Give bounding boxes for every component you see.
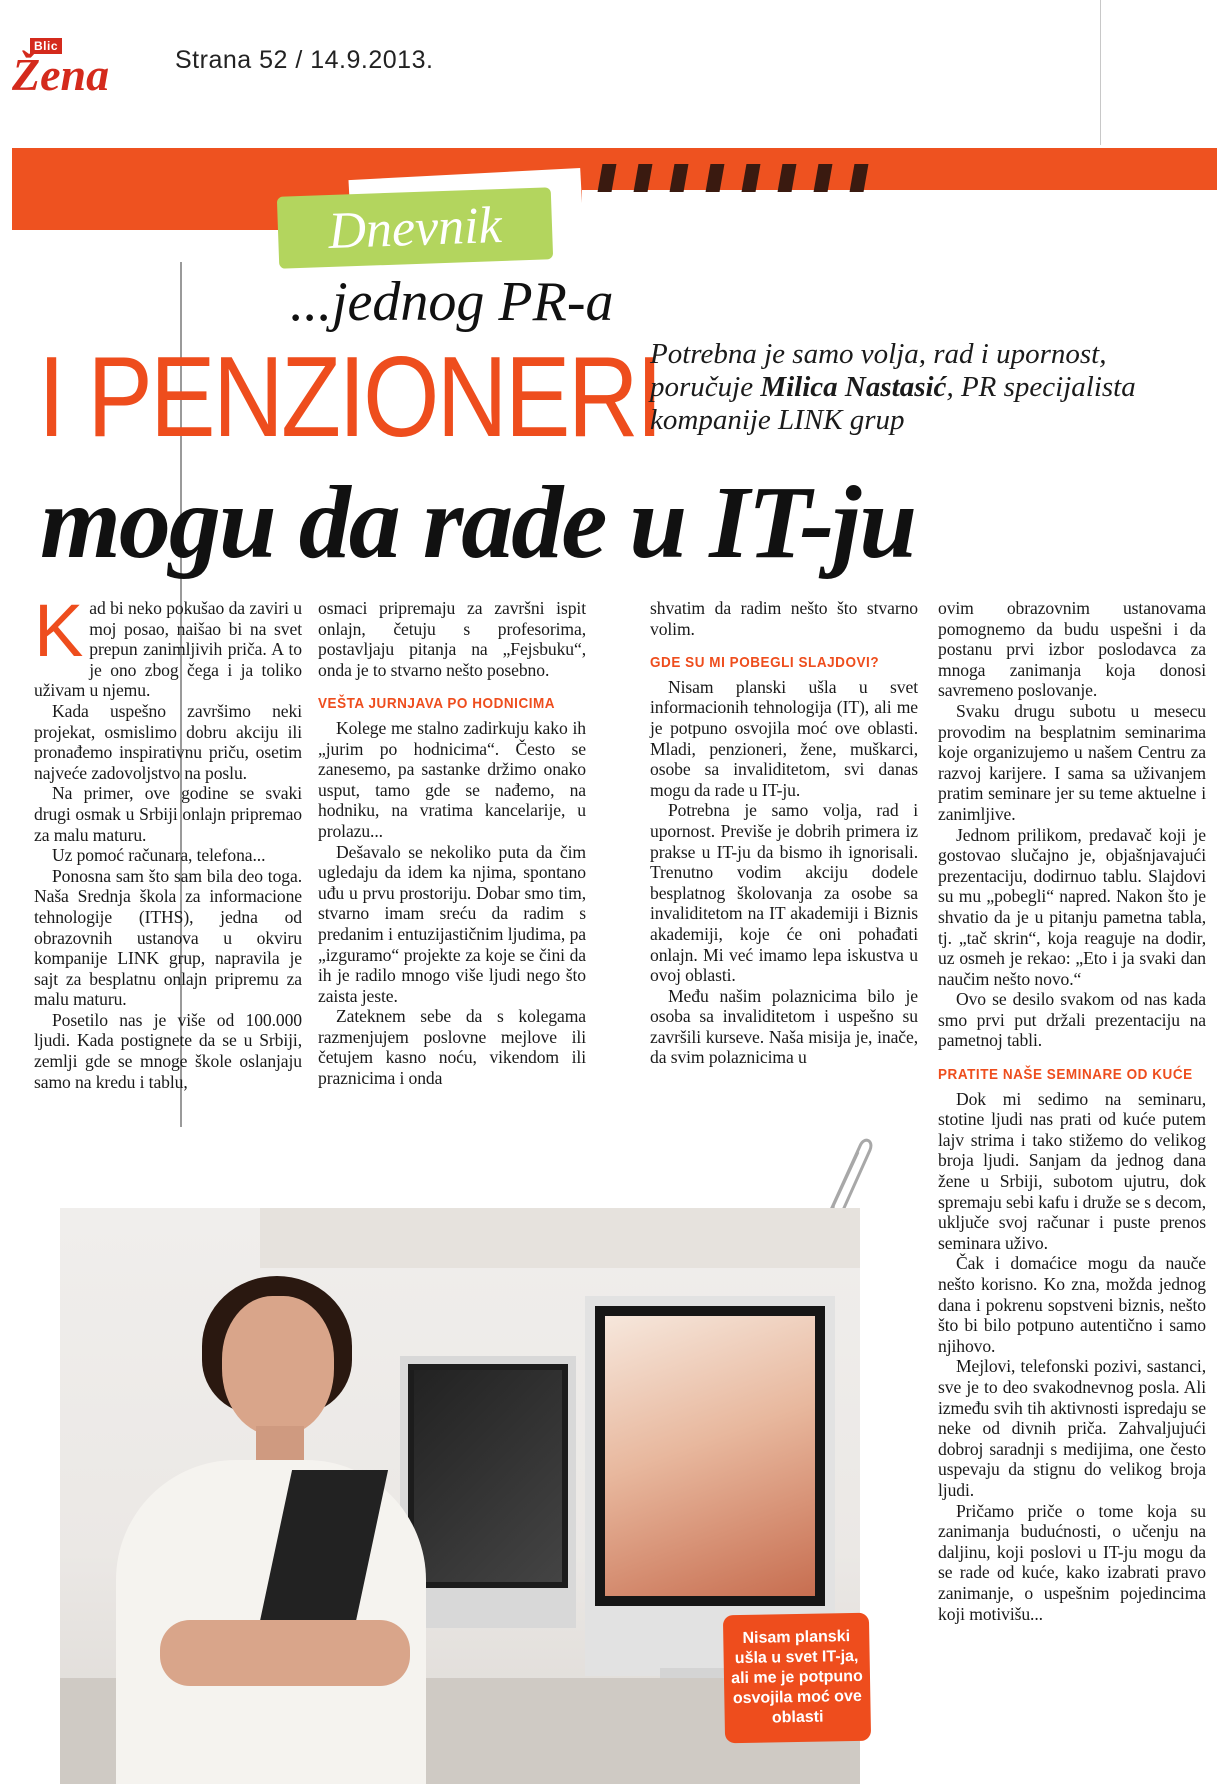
paragraph: Posetilo nas je više od 100.000 ljudi. Kada postignete da se u Srbiji, zemlji gde se mnoge škole oslanjaju samo na kredu i tablu, — [34, 1009, 302, 1092]
magazine-logo — [12, 38, 110, 108]
paragraph: Među našim polaznicima bilo je osoba sa invaliditetom i uspešno su završili kurseve. Naša misija je, inače, da svim polaznicima u — [650, 985, 918, 1068]
photo-shelf — [260, 1208, 860, 1268]
drop-cap: K — [34, 589, 84, 672]
paragraph: ovim obrazovnim ustanovama pomognemo da budu uspešni i da postanu prvi izbor poslodavca za mnoga zanimanja koja donosi savremeno poslovanje. — [938, 598, 1206, 701]
paragraph: Kolege me stalno zadirkuju kako ih „jurim po hodnicima“. Često se zanesemo, pa sastanke držimo onako usput, tamo gde se nađemo, na hodniku, na vratima kancelarije, u prolazu... — [318, 717, 586, 841]
binder-holes-decoration — [600, 164, 866, 192]
subheading: PRATITE NAŠE SEMINARE OD KUĆE — [938, 1066, 1193, 1084]
logo-zena: Žena — [12, 49, 110, 100]
paragraph: osmaci pripremaju za završni ispit onlajn, četuju s profesorima, postavljaju pitanja na „Fejsbuku“, onda je to stvarno nešto posebno. — [318, 598, 586, 680]
deck-part2: , PR specijalista kompanije LINK grup — [650, 371, 1136, 436]
headline-line2: mogu da rade u IT-ju — [40, 465, 916, 580]
paragraph: Čak i domaćice mogu da nauče nešto korisno. Ko zna, možda jednog dana i pokrenu sopstveni biznis, nešto što bi bilo potpuno autentično i samo njihovo. — [938, 1253, 1206, 1356]
deck-name: Milica Nastasić — [760, 371, 947, 403]
section-label: Dnevnik — [277, 187, 553, 269]
paragraph: Kad bi neko pokušao da zaviri u moj posao, naišao bi na svet prepun zanimljivih priča. A to je ono zbog čega i ja toliko uživam u njemu. — [34, 589, 302, 701]
paragraph: Kada uspešno završimo neki projekat, osmislimo dobru akciju ili pronađemo inspirativnu priču, osetim najveće zadovoljstvo na poslu. — [34, 700, 302, 783]
paragraph: Dok mi sedimo na seminaru, stotine ljudi nas prati od kuće putem lajv strima i tako stižemo do velikog broja ljudi. Sanjam da jednog dana žene u Srbiji, subotom ujutru, dok spremaju sebi kafu i druže se s decom, uključe svoj računar i puste prenos seminara uživo. — [938, 1088, 1206, 1253]
article-column-4 — [938, 598, 1206, 1624]
kicker: ...jednog PR-a — [290, 271, 614, 333]
headline-line1: I PENZIONERI — [38, 334, 661, 461]
paragraph: Dešavalo se nekoliko puta da čim ugledaju da idem ka njima, spontano uđu u prvu prostoriju. Dobar smo tim, stvarno imam sreću da radim s predanim i entuzijastičnim ljudima, pa „izguramo“ projekte za koje se čini da ih je radilo mnogo više ljudi nego što zaista jeste. — [318, 841, 586, 1006]
photo-caption: Nisam planski ušla u svet IT-ja, ali me je potpuno osvojila moć ove oblasti — [723, 1613, 871, 1744]
article-column-1 — [34, 589, 302, 1092]
paragraph: Mejlovi, telefonski pozivi, sastanci, sve je to deo svakodnevnog posla. Ali između svih tih aktivnosti ispredaju se neke od divnih priča. Zahvaljujući dobroj saradnji s medijima, one često uspevaju da stignu do velikog broja ljudi. — [938, 1356, 1206, 1500]
paragraph: Zateknem sebe da s kolegama razmenjujem poslovne mejlove ili četujem kasno noću, vikendom ili praznicima i onda — [318, 1006, 586, 1089]
notebook-paper-decoration — [582, 190, 1217, 234]
logo-blic: Blic — [30, 38, 62, 54]
page-header — [0, 0, 1100, 145]
subheading: VEŠTA JURNJAVA PO HODNICIMA — [318, 695, 556, 713]
paragraph: Svaku drugu subotu u mesecu provodim na besplatnim seminarima koje organizujemo u našem Centru za razvoj karijere. I sama sa uživanjem pratim seminare jer su teme aktuelne i zanimljive. — [938, 700, 1206, 824]
paragraph: Pričamo priče o tome koja su zanimanja budućnosti, o učenju na daljinu, koji poslovi u IT-ju mogu da se rade od kuće, kako izabrati pravo zanimanje, o uspešnim pojedincima koji motivišu... — [938, 1500, 1206, 1624]
paragraph: Na primer, ove godine se svaki drugi osmak u Srbiji onlajn pripremao za malu maturu. — [34, 783, 302, 845]
paragraph: Uz pomoć računara, telefona... — [52, 845, 266, 866]
article-column-3 — [650, 598, 918, 1068]
deck-part1: Potrebna je samo volja, rad i upornost, poručuje — [650, 338, 1107, 403]
photo-person-face — [222, 1296, 334, 1436]
photo-person-arms — [160, 1620, 410, 1686]
article-deck — [650, 338, 1170, 437]
paragraph: Ovo se desilo svakom od nas kada smo prvi put držali prezentaciju na pametnoj tabli. — [938, 989, 1206, 1051]
paragraph: Potrebna je samo volja, rad i upornost. Previše je dobrih primera iz prakse u IT-ju da bismo ih ignorisali. Trenutno vodim akciju dodele besplatnog školovanja za osobe sa invaliditetom na IT akademiji i Biznis akademiji, koje će oni pohađati onlajn. Mi već imamo lepa iskustva u ovoj oblasti. — [650, 800, 918, 986]
page-reference: Strana 52 / 14.9.2013. — [175, 46, 434, 74]
photo-monitor-left — [400, 1356, 576, 1628]
paragraph: Nisam planski ušla u svet informacionih tehnologija (IT), ali me je potpuno osvojila moć ove oblasti. Mladi, penzioneri, žene, muškarci, osobe sa invaliditetom, svi danas mogu da rade u IT-ju. — [650, 676, 918, 800]
article-column-2 — [318, 598, 586, 1089]
subheading: GDE SU MI POBEGLI SLAJDOVI? — [650, 654, 880, 672]
paragraph: shvatim da radim nešto što stvarno volim. — [650, 598, 918, 639]
paragraph: Ponosna sam što sam bila deo toga. Naša Srednja škola za informacione tehnologije (ITHS), jedna od obrazovnih ustanova u okviru kompanije LINK grup, napravila je sajt za besplatnu onlajn pripremu za malu maturu. — [34, 865, 302, 1010]
paragraph: Jednom prilikom, predavač koji je gostovao slučajno je, objašnjavajući prezentaciju, dodirnuo tablu. Slajdovi su mu „pobegli“ napred. Nakon što je shvatio da je u pitanju pametna tabla, tj. „tač skrin“, koja reaguje na dodir, uz osmeh je rekao: „Eto i ja svaki dan naučim nešto novo.“ — [938, 824, 1206, 989]
header-divider — [1100, 0, 1101, 145]
